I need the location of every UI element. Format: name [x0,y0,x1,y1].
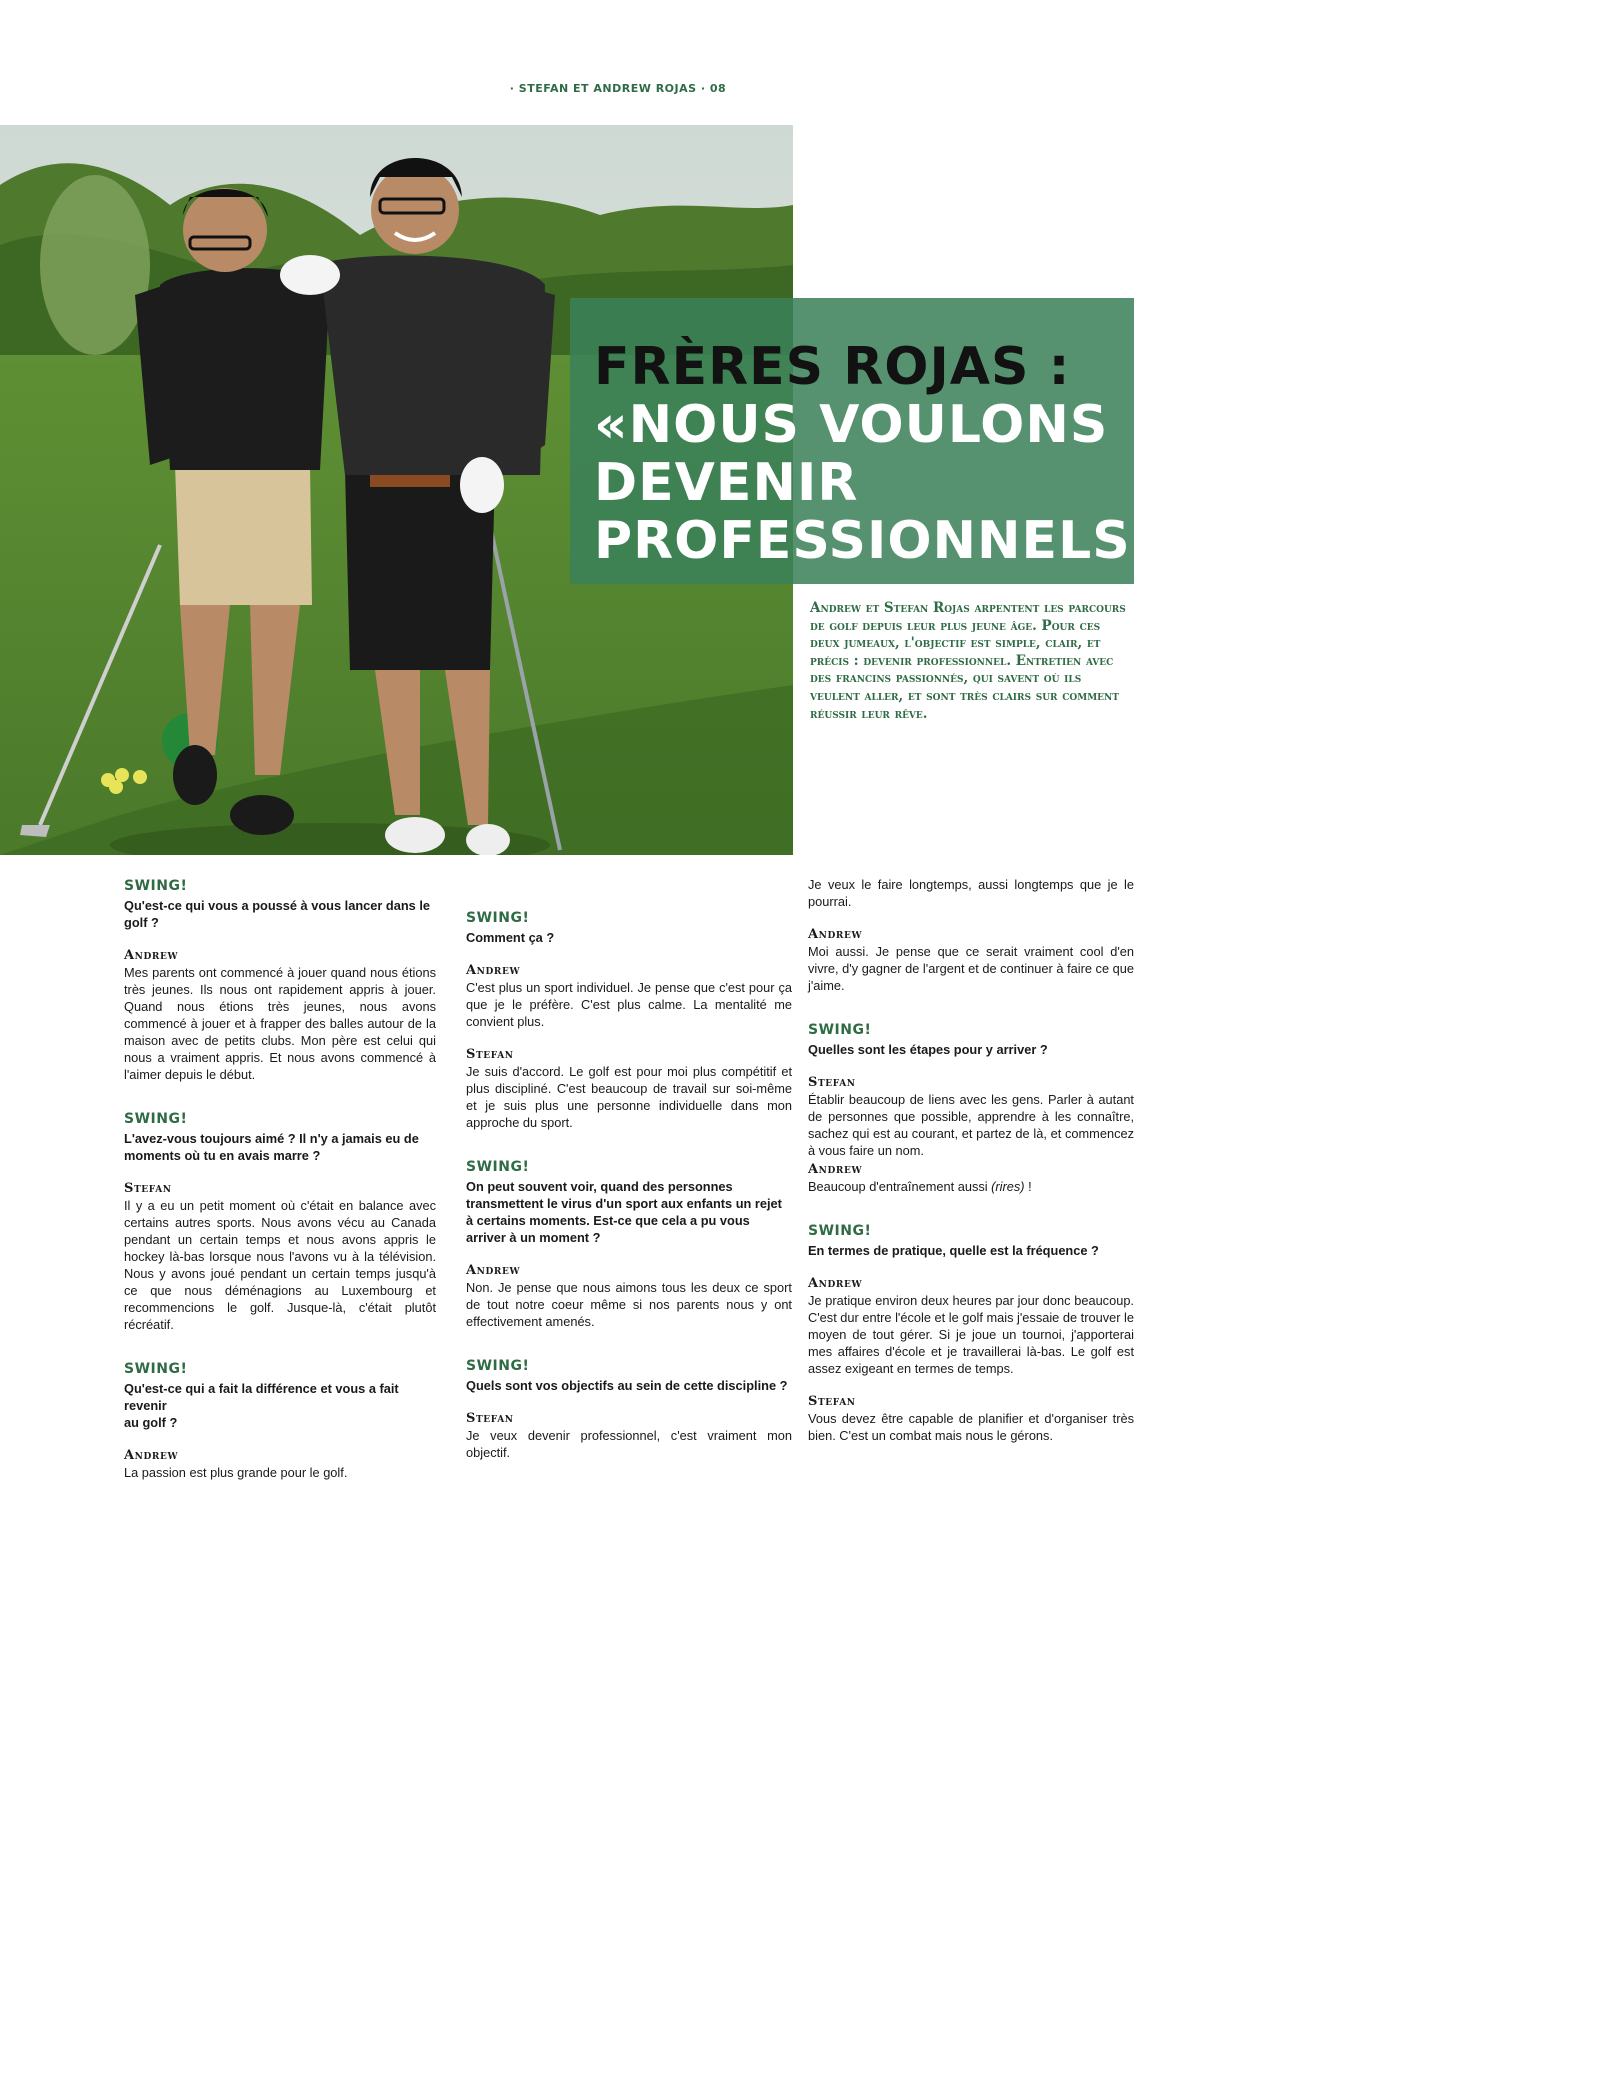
swing-tag: SWING! [466,910,530,926]
speaker-label: Stefan [124,1181,172,1196]
headline [594,337,1166,571]
swing-tag: SWING! [124,1111,188,1127]
answer-aside: (rires) [991,1179,1025,1194]
swing-tag: SWING! [808,1223,872,1239]
speaker-label: Stefan [466,1411,514,1426]
speaker-label: Stefan [808,1394,856,1409]
headline-line-2: «NOUS VOULONS DEVENIR PROFESSIONNELS» [594,395,1166,571]
speaker-label: Andrew [124,948,179,963]
question: Quelles sont les étapes pour y arriver ? [808,1042,1048,1057]
column-1 [124,878,436,1481]
speaker-label: Andrew [808,1162,863,1177]
swing-tag: SWING! [808,1022,872,1038]
answer: Non. Je pense que nous aimons tous les deux ce sport de tout notre coeur même si nos parents nous y ont effectivement amenés. [466,1280,792,1329]
answer: C'est plus un sport individuel. Je pense que c'est pour ça que je le préfère. C'est plus calme. La mentalité me convient plus. [466,980,792,1029]
question: On peut souvent voir, quand des personnes transmettent le virus d'un sport aux enfants un rejet à certains moments. Est-ce que cela a pu vous arriver à un moment ? [466,1179,782,1245]
speaker-label: Stefan [808,1075,856,1090]
answer-part: ! [1024,1179,1032,1194]
speaker-label: Andrew [466,963,521,978]
question: En termes de pratique, quelle est la fréquence ? [808,1243,1099,1258]
column-3 [808,876,1134,1444]
question-part: au golf ? [124,1415,178,1430]
swing-tag: SWING! [124,878,188,894]
answer: Je suis d'accord. Le golf est pour moi plus compétitif et plus discipliné. C'est beaucoup de travail sur soi-même et je suis plus une personne individuelle dans mon approche du sport. [466,1064,792,1130]
answer: Je veux le faire longtemps, aussi longtemps que je le pourrai. [808,877,1134,909]
answer: Je veux devenir professionnel, c'est vraiment mon objectif. [466,1428,792,1460]
question: Qu'est-ce qui vous a poussé à vous lancer dans le golf ? [124,898,431,930]
speaker-label: Andrew [808,1276,863,1291]
question: Quels sont vos objectifs au sein de cette discipline ? [466,1378,788,1393]
speaker-label: Andrew [466,1263,521,1278]
lede: Andrew et Stefan Rojas arpentent les parcours de golf depuis leur plus jeune âge. Pour ces deux jumeaux, l'objectif est simple, clair, et précis : devenir professionnel. Entretien avec des francins passionnés, qui savent où ils veulent aller, et sont très clairs sur comment réussir leur rêve. [810,600,1126,722]
answer: Il y a eu un petit moment où c'était en balance avec certains autres sports. Nous avons vécu au Canada pendant un certain temps et nous avons appris le hockey là-bas lorsque nous l'avons vu à la télévision. Nous y avons joué pendant un certain temps jusqu'à ce que nous déménagions au Luxembourg et recommencions le golf. Jusque-là, c'était plutôt récréatif. [124,1198,436,1332]
headline-line-1: FRÈRES ROJAS : [594,337,1071,397]
answer: Mes parents ont commencé à jouer quand nous étions très jeunes. Ils nous ont rapidement appris à jouer. Quand nous étions très jeunes, nous avons commencé à jouer et à frapper des balles autour de la maison avec de petits clubs. Mon père est celui qui nous a vraiment appris. Et nous avons commencé à l'aimer depuis le début. [124,965,436,1082]
speaker-label: Stefan [466,1047,514,1062]
speaker-label: Andrew [124,1448,179,1463]
answer: Je pratique environ deux heures par jour donc beaucoup. C'est dur entre l'école et le golf mais j'essaie de trouver le moyen de tout gérer. Si je joue un tournoi, j'apporterai mes affaires d'école et je travaillerai là-bas. Le golf est assez exigeant en termes de temps. [808,1293,1134,1376]
answer: Moi aussi. Je pense que ce serait vraiment cool d'en vivre, d'y gagner de l'argent et de continuer à faire ce que j'aime. [808,944,1134,993]
speaker-label: Andrew [808,927,863,942]
question: L'avez-vous toujours aimé ? Il n'y a jamais eu de moments où tu en avais marre ? [124,1131,419,1163]
question-part: Qu'est-ce qui a fait la différence et vous a fait revenir [124,1381,399,1413]
answer: La passion est plus grande pour le golf. [124,1465,348,1480]
answer: Établir beaucoup de liens avec les gens. Parler à autant de personnes que possible, apprendre à les connaître, sachez qui est au courant, et partez de là, et commencez à vous faire un nom. [808,1092,1134,1158]
column-2 [466,910,792,1461]
answer: Vous devez être capable de planifier et d'organiser très bien. C'est un combat mais nous le gérons. [808,1411,1134,1443]
answer-part: Beaucoup d'entraînement aussi [808,1179,992,1194]
swing-tag: SWING! [466,1159,530,1175]
question [124,1380,436,1431]
swing-tag: SWING! [124,1361,188,1377]
swing-tag: SWING! [466,1358,530,1374]
answer [808,1178,1134,1195]
question: Comment ça ? [466,930,555,945]
running-head: · STEFAN ET ANDREW ROJAS · 08 [509,82,727,95]
